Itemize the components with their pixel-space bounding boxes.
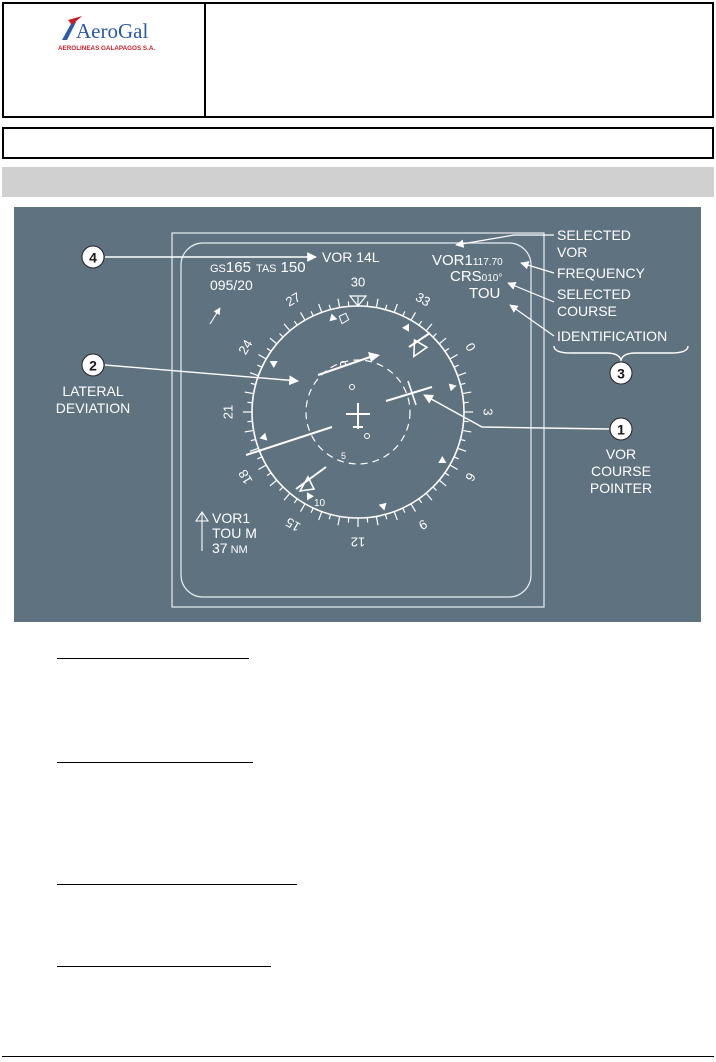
ident-readout: TOU	[469, 285, 501, 302]
wind-readout: 095/20	[210, 277, 253, 293]
heading-label-18: 18	[235, 467, 256, 488]
compass-tick	[319, 304, 322, 312]
compass-triangle-marker	[438, 456, 448, 466]
compass-tick	[385, 305, 386, 310]
compass-triangle-marker	[449, 382, 458, 392]
callout-selected-vor-line2: VOR	[557, 244, 588, 260]
compass-tick	[329, 514, 330, 519]
compass-tick	[460, 383, 465, 384]
callout-frequency: FREQUENCY	[557, 265, 645, 281]
compass-tick	[319, 512, 322, 520]
gs-label: GS	[210, 263, 226, 275]
section-underline-3	[57, 884, 297, 885]
compass-tick	[270, 338, 277, 344]
deviation-dot-icon	[365, 434, 370, 439]
compass-tick	[267, 348, 271, 351]
deviation-bar-lower	[246, 427, 332, 455]
compass-tick	[450, 465, 458, 470]
compass-tick	[419, 499, 422, 503]
compass-tick	[403, 508, 405, 513]
mode-label: VOR 14L	[322, 249, 380, 265]
bottom-distance-unit: NM	[230, 544, 248, 556]
compass-triangle-marker	[304, 492, 314, 502]
callout-identification: IDENTIFICATION	[557, 328, 668, 344]
compass-tick	[454, 457, 459, 459]
footer-rule	[2, 1056, 714, 1057]
range-mark-5: 5	[341, 451, 347, 461]
compass-tick	[329, 305, 330, 310]
compass-tick	[385, 514, 386, 519]
callout-1-arrow	[424, 395, 609, 429]
course-deviation-segment	[386, 387, 432, 401]
compass-tick	[426, 493, 432, 500]
heading-label-21: 21	[220, 404, 236, 420]
callout-selected-course-line2: COURSE	[557, 303, 617, 319]
crs-label: CRS	[450, 268, 482, 285]
compass-tick	[251, 439, 256, 440]
compass-tick	[257, 457, 262, 459]
callout-3-brace	[554, 346, 688, 360]
heading-label-15: 15	[282, 514, 303, 535]
compass-tick	[280, 487, 284, 491]
compass-tick	[445, 348, 449, 351]
bottom-vor1-label: VOR1	[212, 510, 251, 526]
range-mark-10: 10	[314, 498, 326, 509]
compass-tick	[251, 383, 256, 384]
compass-tick	[454, 365, 459, 367]
bottom-distance-value: 37	[212, 540, 228, 556]
bottom-ident-label: TOU M	[212, 525, 257, 541]
deviation-dot-icon	[350, 385, 355, 390]
callout-identification-arrow	[510, 305, 554, 336]
vor-frequency-readout	[432, 252, 503, 269]
heading-label-0: 0	[462, 340, 479, 354]
heading-label-6: 6	[462, 470, 479, 484]
aircraft-symbol-icon	[346, 403, 370, 429]
compass-tick	[270, 480, 277, 486]
compass-tick	[338, 299, 340, 308]
callout-selected-vor-line1: SELECTED	[557, 227, 631, 243]
callout-3-number: 3	[617, 365, 625, 382]
compass-triangle-marker	[268, 358, 278, 368]
compass-tick	[294, 321, 297, 325]
tas-value: 150	[280, 259, 306, 276]
bottom-distance	[212, 540, 248, 556]
compass-tick	[301, 312, 306, 320]
compass-triangle-marker	[379, 503, 389, 512]
heading-label-33: 33	[413, 289, 434, 310]
track-diamond-icon	[337, 312, 350, 326]
callout-1-number: 1	[617, 421, 625, 438]
heading-label-30: 30	[350, 274, 366, 290]
compass-tick	[433, 487, 437, 491]
compass-tick	[445, 473, 449, 476]
compass-tick	[439, 338, 446, 344]
vor1-bearing-pointer-icon	[196, 512, 208, 551]
crs-readout	[450, 268, 502, 285]
heading-label-12: 12	[350, 534, 366, 550]
compass-tick	[338, 516, 340, 525]
compass-tick	[450, 355, 458, 360]
compass-tick	[280, 334, 284, 338]
callout-2-arrow	[105, 365, 298, 381]
section-underline-2	[57, 762, 253, 763]
nd-diagram	[14, 207, 701, 622]
callout-vor-course-pointer-line3: POINTER	[589, 480, 653, 496]
compass-tick	[433, 334, 437, 338]
to-from-arrow-icon	[368, 352, 380, 362]
logo-a-stroke	[62, 22, 76, 40]
compass-tick	[311, 508, 313, 513]
logo-cell	[2, 2, 206, 118]
compass-tick	[376, 516, 378, 525]
callout-frequency-arrow	[521, 263, 554, 273]
aerogal-logo	[58, 14, 168, 54]
compass-tick	[462, 430, 471, 432]
compass-tick	[284, 493, 290, 500]
crs-value: 010°	[481, 273, 503, 284]
compass-tick	[394, 304, 397, 312]
compass-tick	[245, 392, 254, 394]
logo-text: AeroGal	[76, 19, 149, 43]
compass-tick	[426, 324, 432, 331]
compass-triangle-marker	[402, 322, 412, 332]
callout-lateral-deviation-line1: LATERAL	[62, 383, 124, 399]
wind-arrow-icon	[210, 308, 220, 324]
compass-tick	[301, 504, 306, 512]
compass-tick	[258, 355, 266, 360]
compass-tick	[394, 512, 397, 520]
section-underline-4	[57, 966, 271, 967]
vor1-frequency: 117.70	[472, 257, 503, 268]
section-underline-1	[57, 658, 249, 659]
heading-label-27: 27	[282, 289, 303, 310]
heading-label-24: 24	[235, 336, 256, 357]
compass-tick	[376, 299, 378, 308]
compass-tick	[419, 321, 422, 325]
compass-tick	[411, 504, 416, 512]
compass-triangle-marker	[258, 433, 267, 443]
heading-label-3: 3	[480, 408, 496, 416]
gs-tas-readout	[210, 259, 306, 276]
compass-tick	[257, 365, 262, 367]
callout-vor-course-pointer-line1: VOR	[605, 446, 637, 462]
subtitle-bar	[2, 127, 714, 159]
logo-subtext: AEROLINEAS GALAPAGOS S.A.	[58, 45, 156, 52]
compass-tick	[403, 311, 405, 316]
gs-value: 165	[225, 259, 251, 276]
callout-selected-course-line1: SELECTED	[557, 286, 631, 302]
compass-tick	[462, 392, 471, 394]
compass-tick	[311, 311, 313, 316]
compass-tick	[458, 373, 466, 376]
compass-tick	[267, 473, 271, 476]
compass-tick	[245, 430, 254, 432]
compass-tick	[439, 480, 446, 486]
callout-4-number: 4	[89, 249, 97, 266]
title-cell	[204, 2, 714, 118]
compass-tick	[284, 324, 290, 331]
section-band	[2, 167, 714, 197]
compass-tick	[258, 465, 266, 470]
callout-vor-course-pointer-line2: COURSE	[591, 463, 651, 479]
compass-tick	[458, 448, 466, 451]
callout-2-number: 2	[89, 357, 97, 374]
vor1-label: VOR1	[432, 252, 473, 269]
deviation-bar-upper	[318, 355, 376, 375]
nd-vor-figure	[14, 207, 701, 622]
compass-tick	[294, 499, 297, 503]
compass-tick	[460, 439, 465, 440]
tas-label: TAS	[255, 263, 277, 275]
callout-lateral-deviation-line2: DEVIATION	[55, 400, 131, 416]
compass-tick	[250, 373, 258, 376]
heading-label-9: 9	[416, 516, 430, 533]
compass-tick	[411, 312, 416, 320]
compass-triangle-marker	[328, 312, 338, 321]
